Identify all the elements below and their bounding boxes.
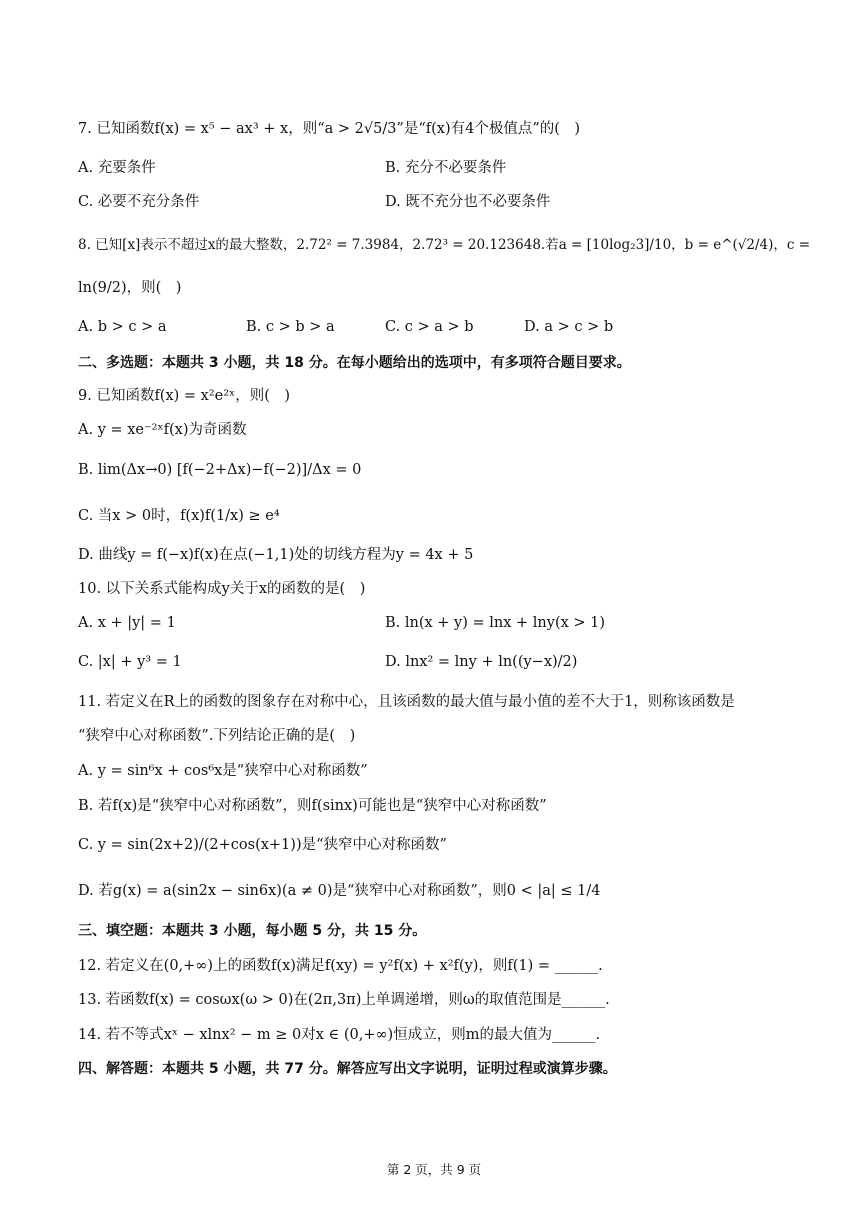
q8-option-b: B. c > b > a xyxy=(246,319,335,335)
q9-option-c: C. 当x > 0时，f(x)f(1/x) ≥ e⁴ xyxy=(78,508,280,524)
q9-option-a: A. y = xe⁻²ˣf(x)为奇函数 xyxy=(78,422,247,438)
q10-option-d: D. lnx² = lny + ln((y−x)/2) xyxy=(385,654,578,670)
q8-stem-line2: ln(9/2)，则( ) xyxy=(78,280,182,296)
q10-option-b: B. ln(x + y) = lnx + lny(x > 1) xyxy=(385,615,606,631)
q8-option-c: C. c > a > b xyxy=(385,319,474,335)
q11-option-a: A. y = sin⁶x + cos⁶x是“狭窄中心对称函数” xyxy=(78,763,368,779)
q9-stem: 9. 已知函数f(x) = x²e²ˣ，则( ) xyxy=(78,388,291,404)
q7-option-b: B. 充分不必要条件 xyxy=(385,160,507,176)
section-2-heading: 二、多选题：本题共 3 小题，共 18 分。在每小题给出的选项中，有多项符合题目要求。 xyxy=(78,355,631,371)
q8-stem-line1: 8. 已知[x]表示不超过x的最大整数，2.72² = 7.3984，2.72³ = 20.123648.若a = [10log₂3]/10，b = e^(√2/4)，c = xyxy=(78,237,811,253)
q7-option-d: D. 既不充分也不必要条件 xyxy=(385,194,551,210)
q10-options-row1 xyxy=(78,612,798,634)
q11-stem-line1: 11. 若定义在R上的函数的图象存在对称中心，且该函数的最大值与最小值的差不大于1，则称该函数是 xyxy=(78,694,735,710)
q9-option-b: B. lim(Δx→0) [f(−2+Δx)−f(−2)]/Δx = 0 xyxy=(78,462,362,478)
q7-options-row2 xyxy=(78,191,798,213)
q11-option-b: B. 若f(x)是“狭窄中心对称函数”，则f(sinx)可能也是“狭窄中心对称函数” xyxy=(78,798,547,814)
q11-option-d: D. 若g(x) = a(sin2x − sin6x)(a ≠ 0)是“狭窄中心对称函数”，则0 < |a| ≤ 1/4 xyxy=(78,883,601,899)
q7-option-a: A. 充要条件 xyxy=(78,160,156,176)
q12: 12. 若定义在(0,+∞)上的函数f(x)满足f(xy) = y²f(x) + x²f(y)，则f(1) = ______. xyxy=(78,958,603,974)
q11-stem-line2: “狭窄中心对称函数”.下列结论正确的是( ) xyxy=(78,728,356,744)
q7-stem: 7. 已知函数f(x) = x⁵ − ax³ + x，则“a > 2√5/3”是“f(x)有4个极值点”的( ) xyxy=(78,121,581,137)
q10-stem: 10. 以下关系式能构成y关于x的函数的是( ) xyxy=(78,581,366,597)
q10-options-row2 xyxy=(78,651,798,673)
q10-option-c: C. |x| + y³ = 1 xyxy=(78,654,182,670)
section-4-heading: 四、解答题：本题共 5 小题，共 77 分。解答应写出文字说明，证明过程或演算步骤。 xyxy=(78,1061,617,1077)
q10-option-a: A. x + |y| = 1 xyxy=(78,615,176,631)
q8-option-a: A. b > c > a xyxy=(78,319,167,335)
q7-options-row1 xyxy=(78,157,798,179)
q11-option-c: C. y = sin(2x+2)/(2+cos(x+1))是“狭窄中心对称函数” xyxy=(78,837,447,853)
section-3-heading: 三、填空题：本题共 3 小题，每小题 5 分，共 15 分。 xyxy=(78,923,427,939)
q13: 13. 若函数f(x) = cosωx(ω > 0)在(2π,3π)上单调递增，则ω的取值范围是______. xyxy=(78,992,610,1008)
q14: 14. 若不等式xˣ − xlnx² − m ≥ 0对x ∈ (0,+∞)恒成立，则m的最大值为______. xyxy=(78,1027,601,1043)
q8-option-d: D. a > c > b xyxy=(524,319,614,335)
q7-option-c: C. 必要不充分条件 xyxy=(78,194,200,210)
page-footer: 第 2 页，共 9 页 xyxy=(386,1162,482,1177)
q9-option-d: D. 曲线y = f(−x)f(x)在点(−1,1)处的切线方程为y = 4x + 5 xyxy=(78,547,474,563)
